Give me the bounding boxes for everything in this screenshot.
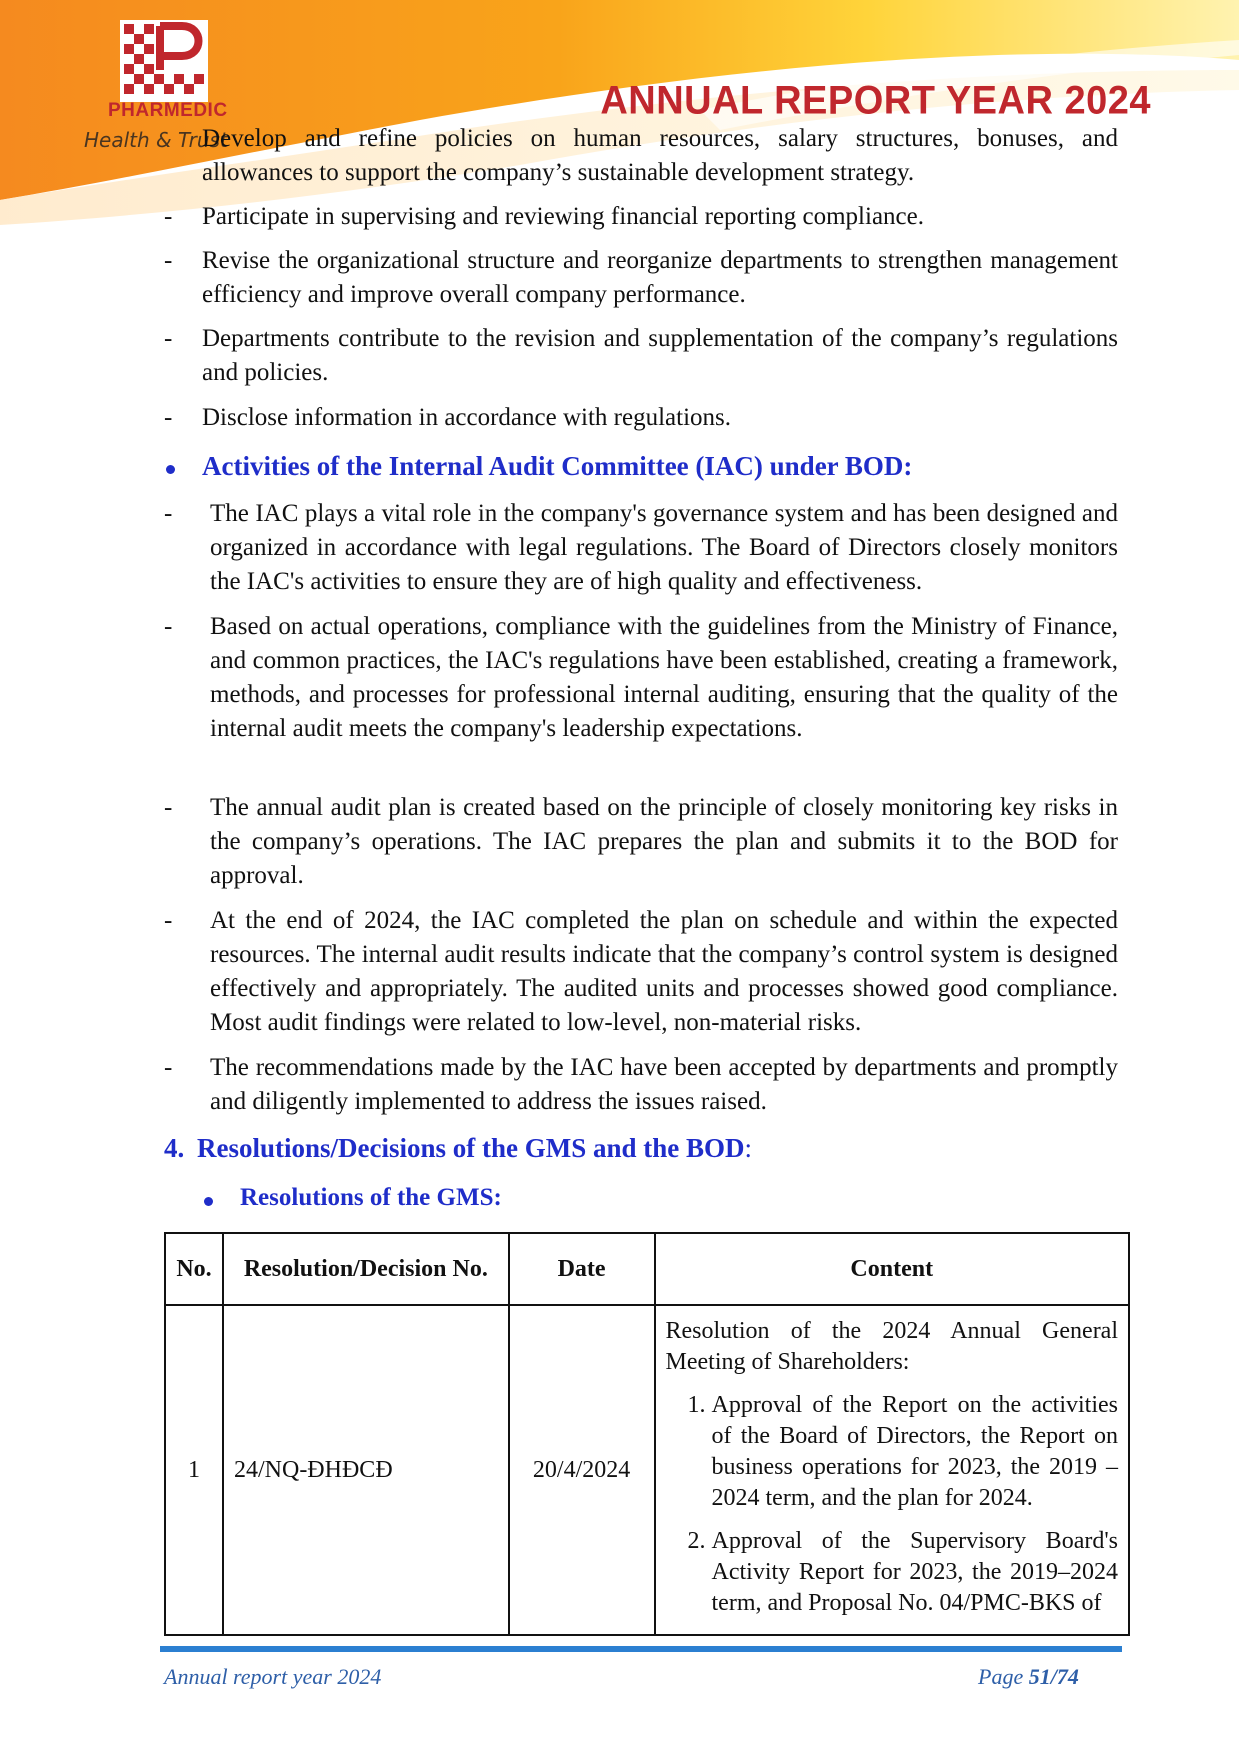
brand-tagline: Health & Trust [84,128,228,152]
resolutions-table [164,1232,1130,1636]
dash-marker: - [164,325,173,352]
list-item-text: Based on actual operations, compliance with the guidelines from the Ministry of Finance, and common practices, the IAC's regulations have been established, creating a framework, methods, and processes for professional internal auditing, ensuring that the quality of the internal audit meets the company's leadership expectations. [210,613,1118,742]
list-item [164,904,1118,1040]
list-item-text: Departments contribute to the revision and supplementation of the company’s regulations and policies. [202,325,1118,386]
list-item-text: Participate in supervising and reviewing financial reporting compliance. [202,203,924,230]
list-item-text: The annual audit plan is created based on the principle of closely monitoring key risks in the company’s operations. The IAC prepares the plan and submits it to the BOD for approval. [210,794,1118,889]
dash-marker: - [164,500,173,527]
section-heading [164,1133,752,1164]
list-item-text: At the end of 2024, the IAC completed the plan on schedule and within the expected resources. The internal audit results indicate that the company’s control system is designed effectively and appropriately. The audited units and processes showed good compliance. Most audit findings were related to low-level, non-material risks. [210,907,1118,1036]
content-list-item: 1. Approval of the Report on the activities of the Board of Directors, the Report on business operations for 2023, the 2019 – 2024 term, and the plan for 2024. [712,1390,1118,1514]
list-item [164,244,1118,312]
dash-marker: - [164,794,173,821]
list-item [164,200,1118,234]
list-item-text: The recommendations made by the IAC have been accepted by departments and promptly and diligently implemented to address the issues raised. [210,1054,1118,1115]
list-item [164,610,1118,780]
content-list [666,1390,1118,1619]
list-item [164,401,1118,435]
content-intro: Resolution of the 2024 Annual General Meeting of Shareholders: [665,1318,1118,1375]
footer-report-name: Annual report year 2024 [164,1664,382,1689]
cell-no: 1 [165,1305,223,1635]
col-header-no: No. [165,1233,223,1305]
section-title: Resolutions/Decisions of the GMS and the BOD [197,1133,745,1163]
table-row [165,1305,1129,1635]
page-value: 51/74 [1028,1664,1079,1689]
list-item [164,322,1118,390]
dash-marker: - [164,247,173,274]
col-header-resolution: Resolution/Decision No. [223,1233,509,1305]
page-number [978,1664,1079,1690]
dash-marker: - [164,1054,173,1081]
list-item [164,497,1118,599]
content-list-item: 2. Approval of the Supervisory Board's Activity Report for 2023, the 2019–2024 term, and Proposal No. 04/PMC-BKS of [712,1526,1118,1619]
section-number: 4. [164,1133,185,1163]
table-header-row [165,1233,1129,1305]
list-item-text: Disclose information in accordance with regulations. [202,404,732,431]
page-label: Page [978,1664,1029,1689]
footer-divider [160,1646,1122,1652]
iac-heading: Activities of the Internal Audit Committee (IAC) under BOD: [202,451,913,481]
list-item-text: The IAC plays a vital role in the company's governance system and has been designed and organized in accordance with legal regulations. The Board of Directors closely monitors the IAC's activities to ensure they are of high quality and effectiveness. [210,500,1118,595]
dash-marker: - [164,404,173,431]
list-item [164,791,1118,893]
list-item [164,122,1118,190]
gms-subheading: Resolutions of the GMS: [240,1184,502,1211]
dash-marker: - [164,613,173,640]
report-title: ANNUAL REPORT YEAR 2024 [600,78,1151,124]
dash-marker: - [164,907,173,934]
col-header-date: Date [509,1233,655,1305]
bullet-icon [204,1197,213,1206]
cell-date: 20/4/2024 [509,1305,655,1635]
list-item [164,1051,1118,1119]
cell-content [655,1305,1129,1635]
cell-resolution: 24/NQ-ĐHĐCĐ [223,1305,509,1635]
pharmedic-logo [120,20,208,102]
section-colon: : [744,1133,753,1163]
dash-marker: - [164,203,173,230]
bullet-icon [166,465,175,474]
list-item-text: Develop and refine policies on human resources, salary structures, bonuses, and allowances to support the company’s sustainable development strategy. [202,125,1118,186]
brand-name: PHARMEDIC [108,100,228,121]
list-item-text: Revise the organizational structure and reorganize departments to strengthen management efficiency and improve overall company performance. [202,247,1118,308]
col-header-content: Content [655,1233,1129,1305]
